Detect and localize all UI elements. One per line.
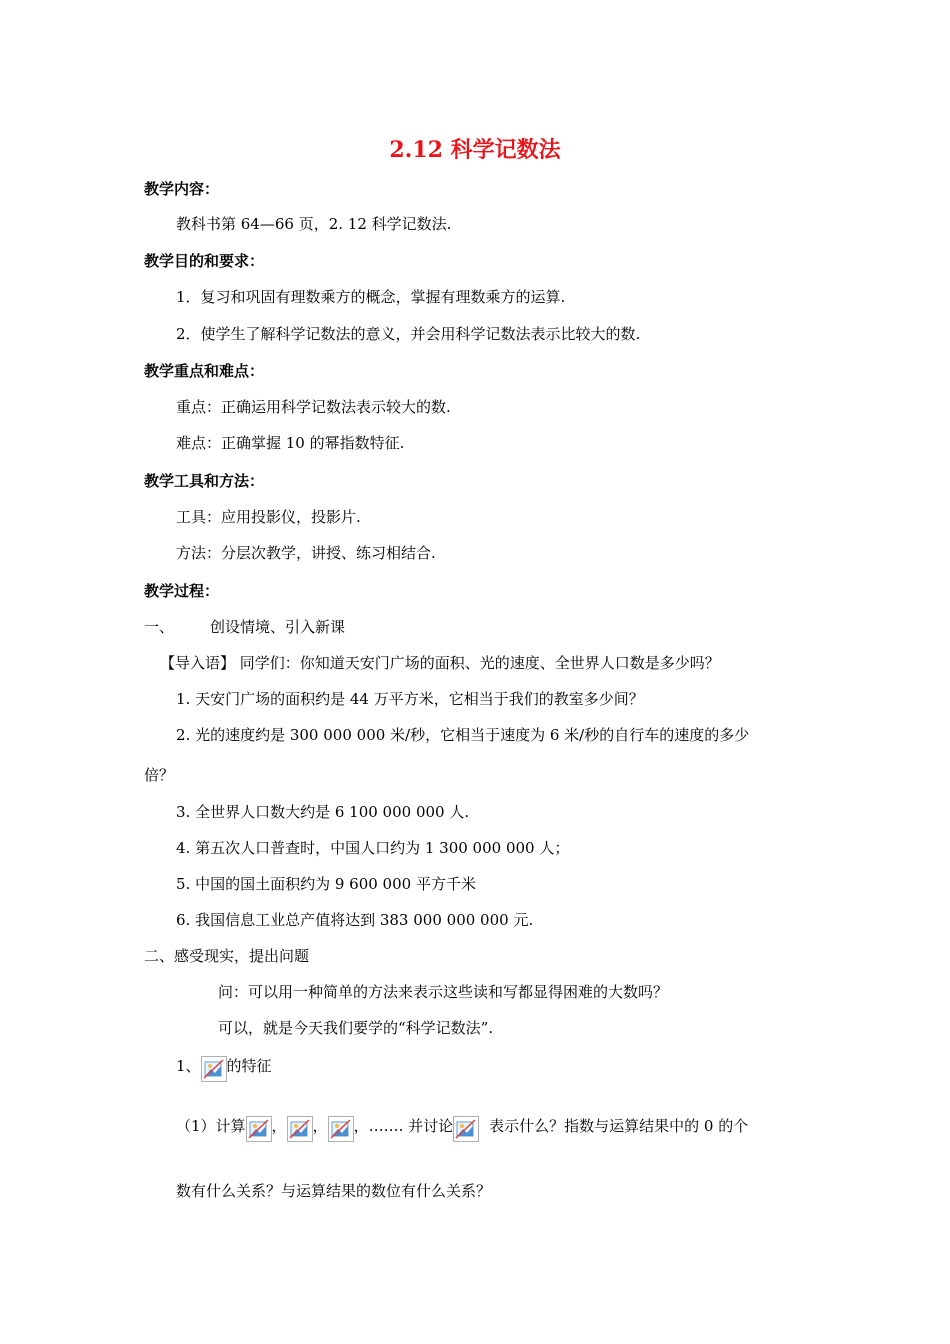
content-heading: 教学内容： bbox=[144, 180, 220, 198]
broken-image-icon bbox=[328, 1116, 354, 1142]
goals-heading: 教学目的和要求： bbox=[144, 252, 265, 270]
difficult-point: 难点：正确掌握 10 的幂指数特征. bbox=[176, 434, 405, 452]
question-item: 1. 天安门广场的面积约是 44 万平方米，它相当于我们的教室多少间？ bbox=[176, 690, 644, 708]
question-item: 3. 全世界人口数大约是 6 100 000 000 人. bbox=[176, 803, 470, 821]
calc-line bbox=[176, 1114, 748, 1140]
question-item: 6. 我国信息工业总产值将达到 383 000 000 000 元. bbox=[176, 911, 534, 929]
question-ask: 问：可以用一种简单的方法来表示这些读和写都显得困难的大数吗？ bbox=[218, 983, 669, 1001]
content-text: 教科书第 64—66 页，2. 12 科学记数法. bbox=[176, 215, 452, 233]
page-title: 2.12 科学记数法 bbox=[389, 137, 561, 163]
tools-heading: 教学工具和方法： bbox=[144, 472, 265, 490]
broken-image-icon bbox=[246, 1116, 272, 1142]
broken-image-icon bbox=[201, 1056, 227, 1082]
goal-item: 2．使学生了解科学记数法的意义，并会用科学记数法表示比较大的数. bbox=[176, 325, 641, 343]
question-item: 2. 光的速度约是 300 000 000 米/秒，它相当于速度为 6 米/秒的自行车的速度的多少 bbox=[176, 726, 750, 744]
key-heading: 教学重点和难点： bbox=[144, 362, 265, 380]
key-point: 重点：正确运用科学记数法表示较大的数. bbox=[176, 398, 451, 416]
question-answer: 可以，就是今天我们要学的“科学记数法”. bbox=[218, 1019, 494, 1037]
calc-separator: ， bbox=[312, 1117, 328, 1135]
calc-separator: ， bbox=[271, 1117, 287, 1135]
process-heading: 教学过程： bbox=[144, 582, 220, 600]
item1-prefix: 1、 bbox=[176, 1057, 201, 1075]
section2-title: 二、感受现实，提出问题 bbox=[144, 947, 310, 965]
item1-suffix: 的特征 bbox=[226, 1057, 272, 1075]
broken-image-icon bbox=[453, 1116, 479, 1142]
goal-item: 1．复习和巩固有理数乘方的概念，掌握有理数乘方的运算. bbox=[176, 288, 566, 306]
question-item: 4. 第五次人口普查时，中国人口约为 1 300 000 000 人； bbox=[176, 839, 570, 857]
methods-text: 方法：分层次教学，讲授、练习相结合. bbox=[176, 544, 436, 562]
tools-text: 工具：应用投影仪，投影片. bbox=[176, 508, 361, 526]
question-item-continued: 倍？ bbox=[144, 766, 175, 784]
intro-text: 【导入语】 同学们：你知道天安门广场的面积、光的速度、全世界人口数是多少吗？ bbox=[160, 654, 720, 672]
section1-number: 一、 bbox=[144, 618, 175, 636]
broken-image-icon bbox=[287, 1116, 313, 1142]
item1-line bbox=[176, 1054, 272, 1080]
question-item: 5. 中国的国土面积约为 9 600 000 平方千米 bbox=[176, 875, 476, 893]
calc-prefix: （1）计算 bbox=[176, 1117, 246, 1135]
calc-line-2: 数有什么关系？与运算结果的数位有什么关系？ bbox=[176, 1182, 492, 1200]
calc-rest: 表示什么？指数与运算结果中的 0 的个 bbox=[489, 1117, 749, 1135]
calc-etc: ，……. 并讨论 bbox=[353, 1117, 454, 1135]
section1-title: 创设情境、引入新课 bbox=[210, 618, 346, 636]
